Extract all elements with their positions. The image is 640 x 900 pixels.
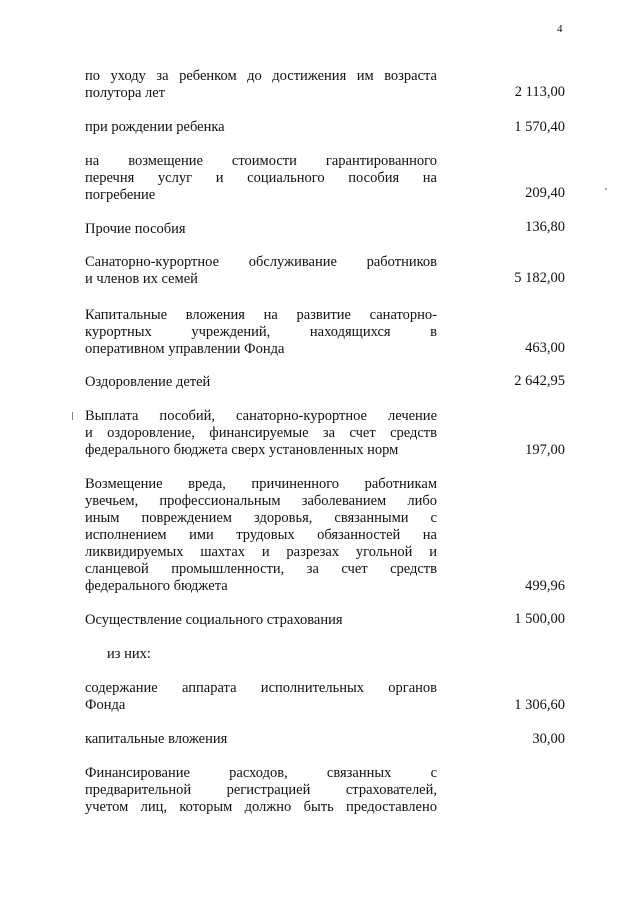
item-amount: 1 570,40	[514, 119, 565, 135]
item-amount: 136,80	[525, 219, 565, 235]
item-label-line: полутора лет	[85, 85, 166, 101]
item-label-line: на возмещение стоимости гарантированного	[85, 153, 437, 169]
item-label-line: учетом лиц, которым должно быть предоставлено	[85, 799, 437, 815]
item-label-line: федерального бюджета сверх установленных норм	[85, 442, 399, 458]
item-label-line: предварительной регистрацией страхователей,	[85, 782, 437, 798]
item-label	[85, 765, 437, 816]
item-label	[107, 646, 459, 663]
item-label-line: исполнением ими трудовых обязанностей на	[85, 527, 437, 543]
item-label-line: Оздоровление детей	[85, 374, 211, 390]
scan-speck	[605, 188, 607, 190]
item-label	[85, 254, 437, 288]
item-amount: 1 500,00	[514, 611, 565, 627]
scan-speck	[72, 412, 73, 420]
item-label-line: Санаторно-курортное обслуживание работников	[85, 254, 437, 270]
item-label-line: и оздоровление, финансируемые за счет средств	[85, 425, 437, 441]
item-label	[85, 307, 437, 358]
item-label-line: сланцевой промышленности, за счет средств	[85, 561, 437, 577]
item-label	[85, 119, 437, 136]
item-label-line: Прочие пособия	[85, 221, 186, 237]
item-amount: 1 306,60	[514, 697, 565, 713]
item-amount: 463,00	[525, 340, 565, 356]
page-number: 4	[557, 23, 563, 35]
item-amount: 209,40	[525, 185, 565, 201]
item-label-line: ликвидируемых шахтах и разрезах угольной и	[85, 544, 437, 560]
item-label	[85, 476, 437, 595]
item-amount: 2 113,00	[514, 84, 565, 100]
item-label-line: Капитальные вложения на развитие санаторно-	[85, 307, 437, 323]
item-label-line: по уходу за ребенком до достижения им возраста	[85, 68, 437, 84]
item-label-line: федерального бюджета	[85, 578, 228, 594]
item-amount: 2 642,95	[514, 373, 565, 389]
item-label-line: капитальные вложения	[85, 731, 228, 747]
item-label	[85, 680, 437, 714]
item-label-line: Финансирование расходов, связанных с	[85, 765, 437, 781]
item-label-line: погребение	[85, 187, 156, 203]
item-label-line: оперативном управлении Фонда	[85, 341, 285, 357]
item-label-line: перечня услуг и социального пособия на	[85, 170, 437, 186]
item-label-line: Выплата пособий, санаторно-курортное лечение	[85, 408, 437, 424]
item-label	[85, 612, 437, 629]
item-label-line: Осуществление социального страхования	[85, 612, 343, 628]
item-label-line: увечьем, профессиональным заболеванием либо	[85, 493, 437, 509]
item-amount: 197,00	[525, 442, 565, 458]
item-label	[85, 408, 437, 459]
item-label-line: Возмещение вреда, причиненного работникам	[85, 476, 437, 492]
item-label-line: при рождении ребенка	[85, 119, 225, 135]
item-label	[85, 374, 437, 391]
item-label-line: курортных учреждений, находящихся в	[85, 324, 437, 340]
item-label-line: Фонда	[85, 697, 126, 713]
item-label-line: из них:	[107, 646, 151, 662]
item-label-line: содержание аппарата исполнительных органов	[85, 680, 437, 696]
item-label-line: иным повреждением здоровья, связанными с	[85, 510, 437, 526]
item-label	[85, 68, 437, 102]
item-label	[85, 221, 437, 238]
item-label	[85, 731, 437, 748]
item-label-line: и членов их семей	[85, 271, 198, 287]
item-amount: 5 182,00	[514, 270, 565, 286]
item-amount: 30,00	[532, 731, 565, 747]
item-label	[85, 153, 437, 204]
item-amount: 499,96	[525, 578, 565, 594]
